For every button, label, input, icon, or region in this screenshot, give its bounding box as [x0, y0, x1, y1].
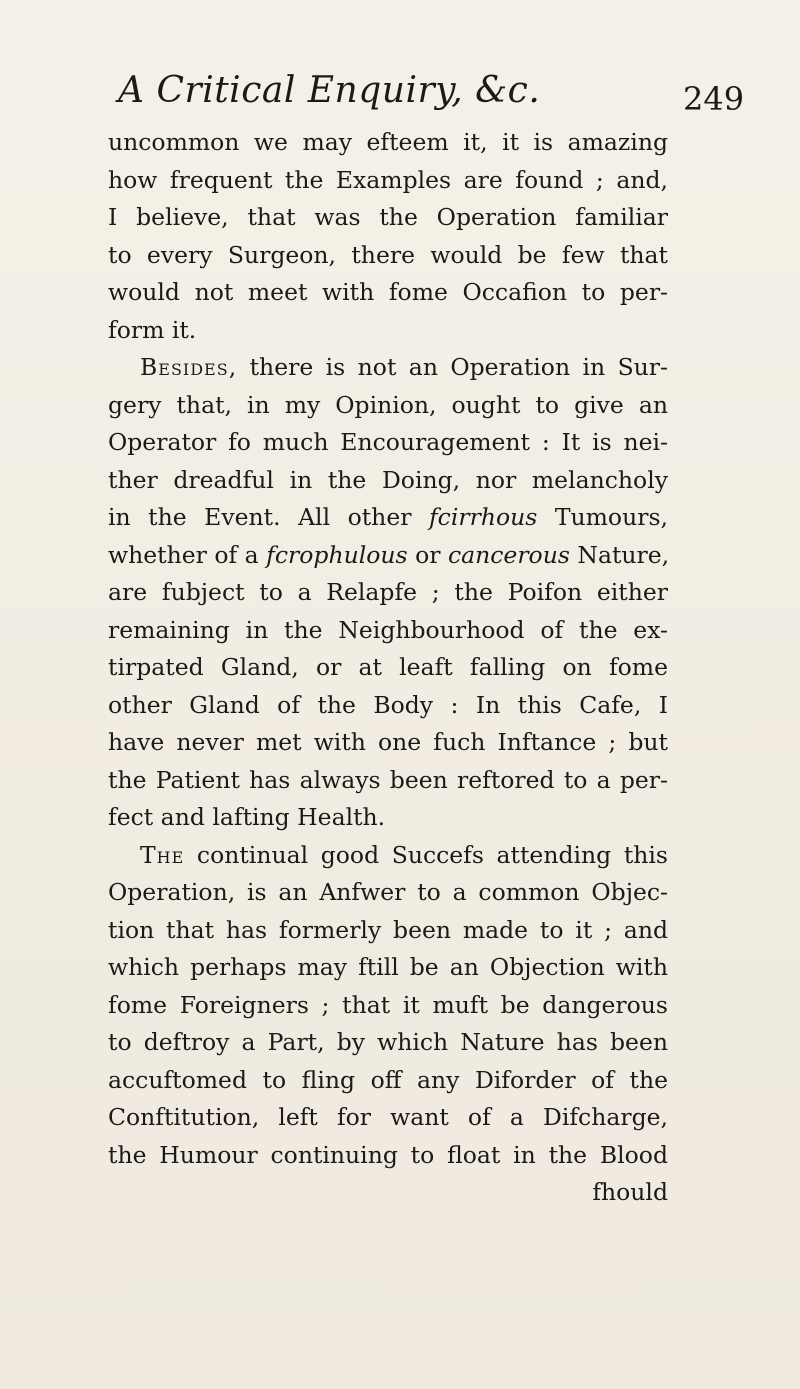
page-number: 249 [683, 80, 745, 118]
line-fragment: in the Event. [108, 503, 281, 531]
text-line: other Gland of the Body : In this Cafe, I [108, 690, 668, 719]
text-line: gery that, in my Opinion, ought to give an [108, 390, 668, 419]
text-line [108, 499, 668, 537]
line-fragment: Tumours, [554, 503, 668, 531]
small-caps-word: Besides, [140, 353, 238, 381]
text-line [108, 837, 668, 875]
page-header [118, 70, 745, 120]
italic-word: fcrophulous [266, 540, 408, 569]
text-line: accuftomed to fling off any Diforder of the [108, 1065, 668, 1094]
italic-word: fcirrhous [428, 503, 538, 531]
line-fragment: All other [298, 503, 412, 531]
small-caps-word: The [140, 840, 185, 869]
text-line: tirpated Gland, or at leaft falling on fome [108, 653, 668, 681]
text-line: uncommon we may efteem it, it is amazing [108, 128, 668, 156]
line-fragment: Nature, [577, 540, 670, 569]
text-line [108, 537, 668, 575]
text-line: how frequent the Examples are found ; and, [108, 165, 668, 194]
text-line: the Patient has always been reftored to a per- [108, 765, 668, 794]
catchword: fhould [592, 1178, 668, 1206]
text-line: to deftroy a Part, by which Nature has been [108, 1028, 668, 1056]
text-line: ther dreadful in the Doing, nor melancholy [108, 465, 668, 494]
text-line: I believe, that was the Operation familiar [108, 203, 668, 231]
text-line: are fubject to a Relapfe ; the Poifon either [108, 578, 668, 606]
text-line: Operation, is an Anfwer to a common Objec- [108, 878, 668, 906]
running-title: A Critical Enquiry, &c. [118, 70, 541, 111]
text-line: tion that has formerly been made to it ; and [108, 915, 668, 944]
text-line: would not meet with fome Occafion to per- [108, 278, 668, 306]
text-line: remaining in the Neighbourhood of the ex- [108, 615, 668, 644]
text-line: to every Surgeon, there would be few that [108, 240, 668, 269]
line-fragment: continual good Succefs attending this [196, 840, 668, 869]
text-line: fect and lafting Health. [108, 803, 386, 831]
text-line: the Humour continuing to float in the Blood [108, 1140, 668, 1169]
text-line [108, 349, 668, 387]
italic-word: cancerous [447, 540, 570, 569]
text-line: Operator fo much Encouragement : It is nei- [108, 428, 668, 456]
line-fragment: or [415, 540, 441, 569]
text-line: have never met with one fuch Inftance ; but [108, 728, 668, 756]
body-text [108, 124, 668, 1212]
line-fragment: whether of a [108, 540, 259, 569]
text-line: Conftitution, left for want of a Difcharge, [108, 1103, 668, 1131]
line-fragment: there is not an Operation in Sur- [249, 353, 668, 381]
text-line: fome Foreigners ; that it muft be dangerous [108, 990, 668, 1019]
text-line: form it. [108, 315, 197, 344]
text-line: which perhaps may ftill be an Objection with [108, 953, 668, 981]
